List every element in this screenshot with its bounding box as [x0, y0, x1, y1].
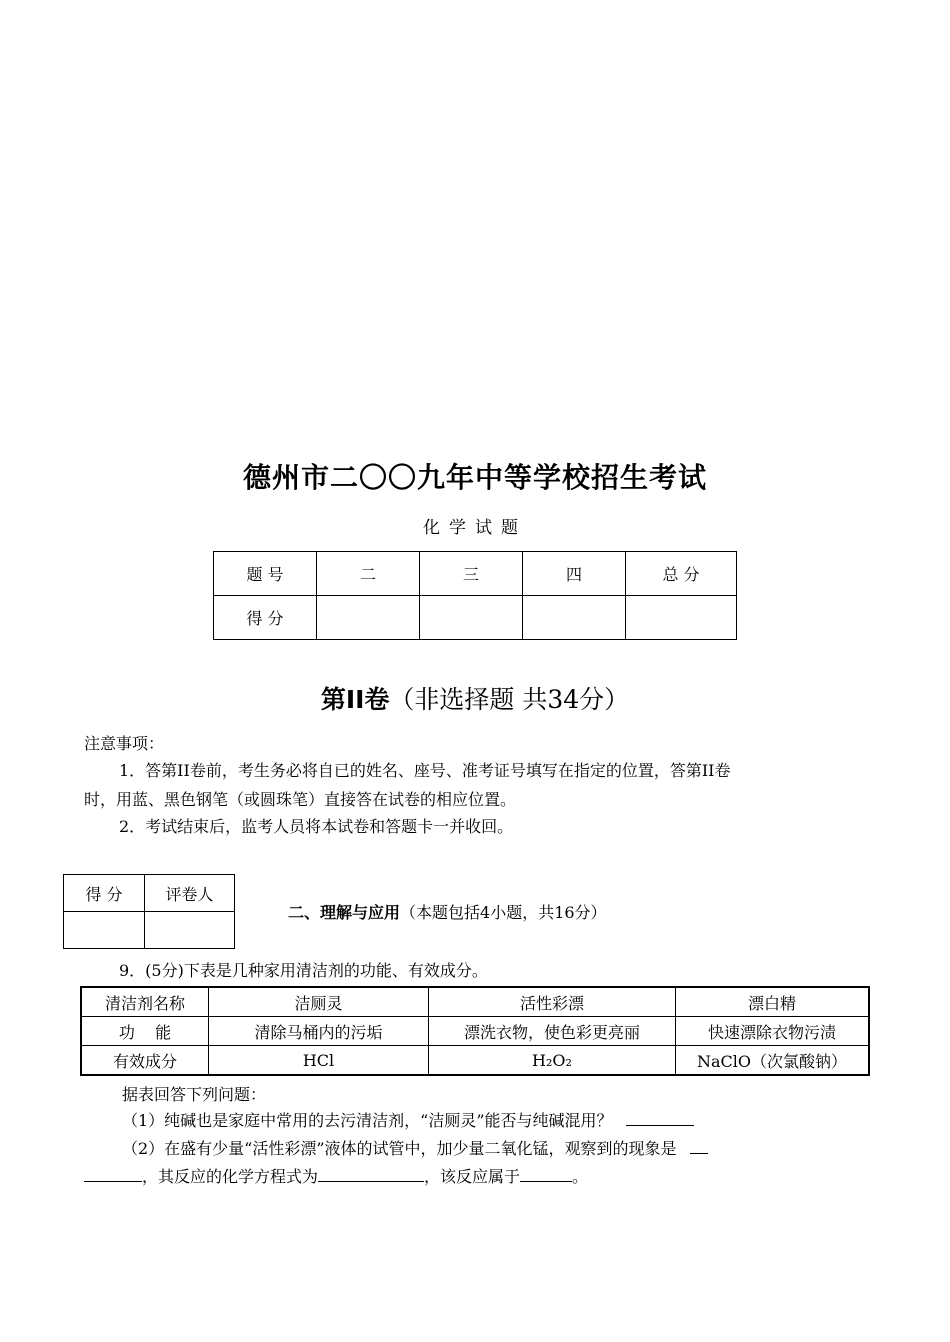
answer-blank[interactable]: [318, 1163, 424, 1182]
question9-part1: [122, 1107, 694, 1135]
cleaner-table: [80, 986, 870, 1076]
question9-part1-text: （1）纯碱也是家庭中常用的去污清洁剂，“洁厕灵”能否与纯碱混用？: [122, 1111, 613, 1130]
score-cell[interactable]: [317, 596, 420, 640]
table-cell: NaClO（次氯酸钠）: [676, 1046, 870, 1076]
score-table-score-row: [214, 596, 737, 640]
grader-name-cell[interactable]: [145, 912, 235, 949]
score-header-cell: 四: [523, 552, 626, 596]
question9-part2-end: 。: [572, 1167, 589, 1186]
table-row: [81, 987, 869, 1017]
table-cell: 洁厕灵: [209, 987, 429, 1017]
question9-part2-type-text: ，该反应属于: [424, 1167, 521, 1186]
grader-score-cell[interactable]: [64, 912, 145, 949]
table-cell: HCl: [209, 1046, 429, 1076]
table-cell: 清洁剂名称: [81, 987, 209, 1017]
score-row-label: 得 分: [214, 596, 317, 640]
table-row: [81, 1017, 869, 1046]
exam-title: 德州市二〇〇九年中等学校招生考试: [242, 461, 707, 494]
notes-item1-line2: 时，用蓝、黑色钢笔（或圆珠笔）直接答在试卷的相应位置。: [84, 790, 517, 809]
score-table-header-row: [214, 552, 737, 596]
section-title-rest: （非选择题 共34分）: [389, 685, 630, 714]
answer-blank[interactable]: [84, 1163, 142, 1182]
section-title: [0, 680, 950, 716]
section-title-bold: 第II卷: [320, 685, 390, 714]
table-cell: 快速漂除衣物污渍: [676, 1017, 870, 1046]
table-cell: 漂洗衣物，使色彩更亮丽: [429, 1017, 676, 1046]
notes-heading: 注意事项：: [84, 734, 165, 753]
question9-lead: 据表回答下列问题：: [122, 1085, 267, 1104]
question9-part2-equation-text: ，其反应的化学方程式为: [142, 1167, 319, 1186]
score-table: [213, 551, 737, 640]
question9-part2-line1: [122, 1135, 708, 1163]
table-cell: H₂O₂: [429, 1046, 676, 1076]
part-title-rest: （本题包括4小题，共16分）: [400, 903, 607, 922]
notes-item2: 2．考试结束后，监考人员将本试卷和答题卡一并收回。: [119, 817, 514, 836]
exam-subtitle: 化学试题: [423, 518, 527, 538]
grader-table: [63, 874, 235, 949]
notes-item1-line1: 1．答第II卷前，考生务必将自已的姓名、座号、准考证号填写在指定的位置，答第II卷: [119, 761, 731, 780]
grader-input-row: [64, 912, 235, 949]
table-row: [81, 1046, 869, 1076]
part-title-bold: 二、理解与应用: [288, 903, 401, 922]
part-title: [288, 900, 607, 923]
score-header-cell: 三: [420, 552, 523, 596]
table-cell: 功 能: [81, 1017, 209, 1046]
question9-intro: 9．(5分)下表是几种家用清洁剂的功能、有效成分。: [119, 961, 488, 980]
answer-blank[interactable]: [520, 1163, 572, 1182]
grader-name-label: 评卷人: [145, 875, 235, 912]
score-header-cell: 题 号: [214, 552, 317, 596]
question9-part2-line2: [84, 1163, 588, 1191]
table-cell: 漂白精: [676, 987, 870, 1017]
answer-blank[interactable]: [626, 1107, 694, 1126]
score-cell[interactable]: [626, 596, 737, 640]
table-cell: 有效成分: [81, 1046, 209, 1076]
grader-score-label: 得 分: [64, 875, 145, 912]
answer-blank[interactable]: [690, 1135, 708, 1154]
grader-header-row: [64, 875, 235, 912]
score-header-cell: 总 分: [626, 552, 737, 596]
question9-part2-text: （2）在盛有少量“活性彩漂”液体的试管中，加少量二氧化锰，观察到的现象是: [122, 1139, 677, 1158]
table-cell: 清除马桶内的污垢: [209, 1017, 429, 1046]
score-cell[interactable]: [523, 596, 626, 640]
score-cell[interactable]: [420, 596, 523, 640]
score-header-cell: 二: [317, 552, 420, 596]
table-cell: 活性彩漂: [429, 987, 676, 1017]
